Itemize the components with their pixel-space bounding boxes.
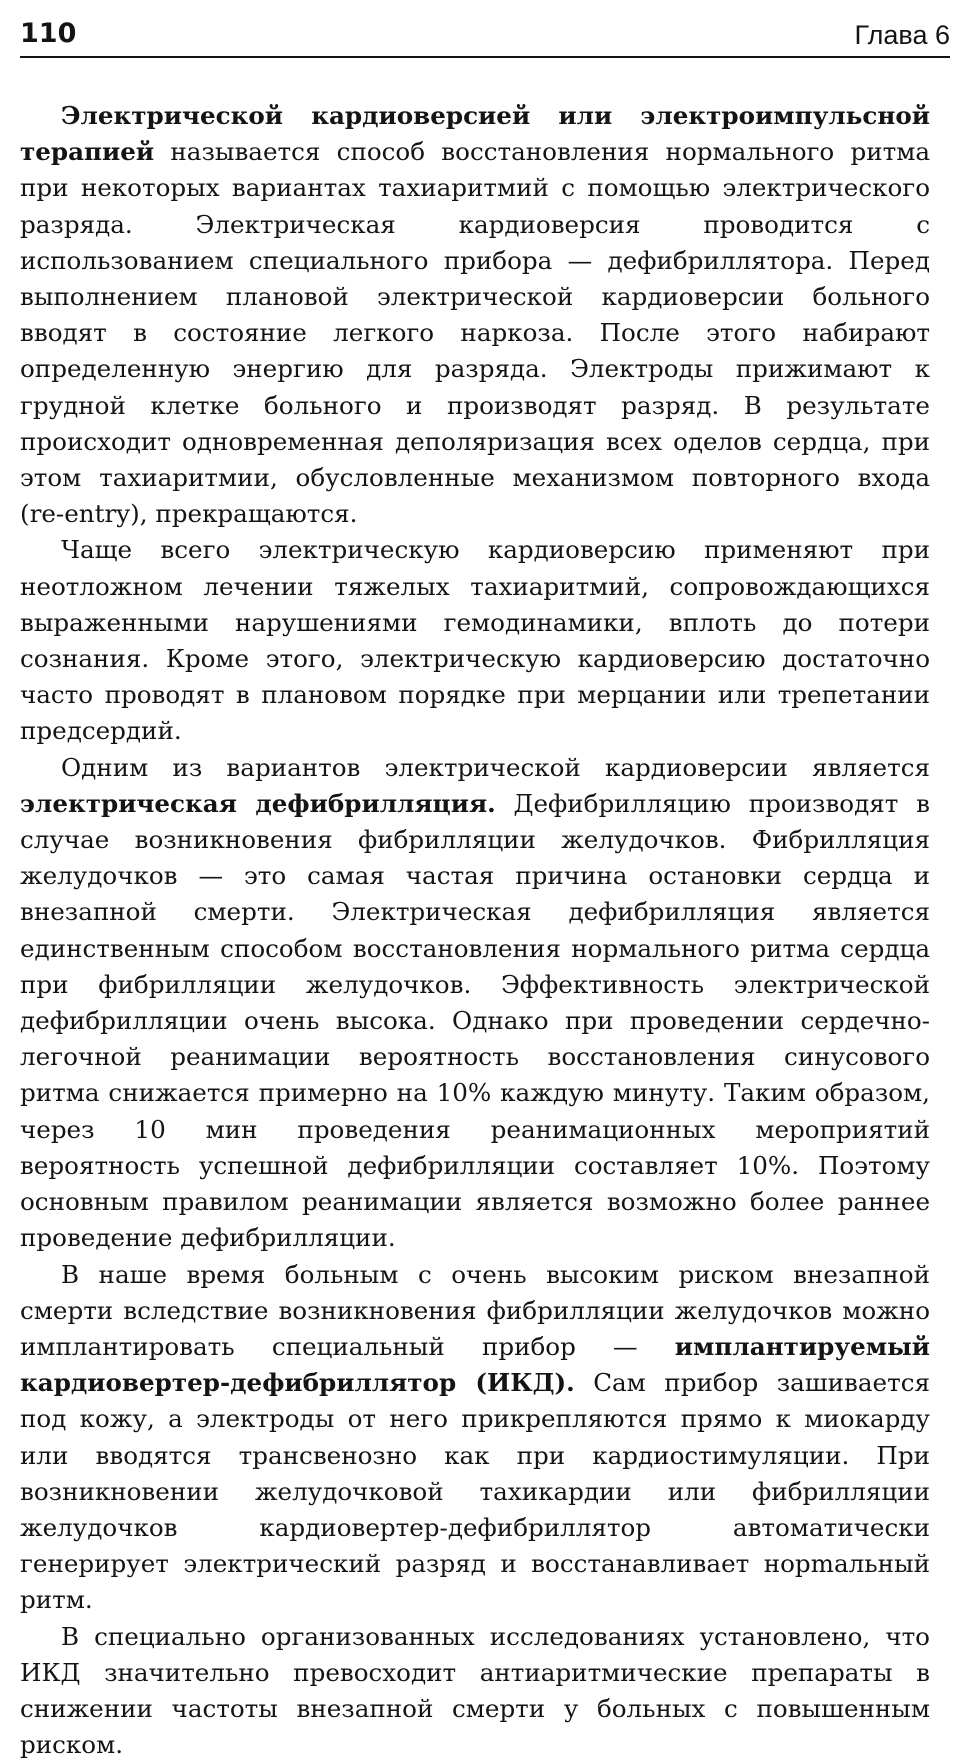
- paragraph-3-text-before: Одним из вариантов электрической кардиоверсии является: [61, 752, 930, 782]
- page-header: [20, 16, 950, 58]
- paragraph-4-text-before: В наше время больным с очень высоким риском внезапной смерти вследствие возникновения фибрилляции желудочков можно имплантировать специальный прибор —: [20, 1259, 930, 1361]
- paragraph-1: [20, 98, 930, 532]
- paragraph-1-text: называется способ восстановления нормального ритма при некоторых вариантах тахиаритмий с помощью электрического разряда. Электрическая кардиоверсия проводится с использованием специального прибора — дефибриллятора. Перед выполнением плановой электрической кардиоверсии больного вводят в состояние легкого наркоза. После этого набирают определенную энергию для разряда. Электроды прижимают к грудной клетке больного и производят разряд. В результате происходит одновременная деполяризация всех оделов сердца, при этом тахиаритмии, обусловленные механизмом повторного входа (re-entry), прекращаются.: [20, 137, 930, 529]
- page-body: [20, 98, 930, 1763]
- paragraph-4-text-after: Сам прибор зашивается под кожу, а электроды от него прикрепляются прямо к миокарду или вводятся трансвенозно как при кардиостимуляции. При возникновении желудочковой тахикардии или фибрилляции желудочков кардиовертер-дефибриллятор автоматически генерирует электрический разряд и восстанавливает норmальный ритм.: [20, 1368, 930, 1615]
- paragraph-2: [20, 532, 930, 749]
- term-defibrillation: электрическая дефибрилляция.: [20, 788, 496, 818]
- paragraph-3-text-after: Дефибрилляцию производят в случае возникновения фибрилляции желудочков. Фибрилляция желудочков — это самая частая причина остановки сердца и внезапной смерти. Электрическая дефибрилляция является единственным способом восстановления нормального ритма сердца при фибрилляции желудочков. Эффективность электрической дефибрилляции очень высока. Однако при проведении сердечно-легочной реанимации вероятность восстановления синусового ритма снижается примерно на 10% каждую минуту. Таким образом, через 10 мин проведения реанимационных мероприятий вероятность успешной дефибрилляции составляет 10%. Поэтому основным правилом реанимации является возможно более раннее проведение дефибрилляции.: [20, 788, 930, 1253]
- paragraph-4: [20, 1257, 930, 1619]
- paragraph-5: [20, 1619, 930, 1763]
- page-number: 110: [20, 18, 77, 49]
- paragraph-5-text: В специально организованных исследованиях установлено, что ИКД значительно превосходит антиаритмические препараты в снижении частоты внезапной смерти у больных с повышенным риском.: [20, 1621, 930, 1760]
- chapter-title: Глава 6: [854, 20, 950, 50]
- paragraph-3: [20, 750, 930, 1257]
- term-icd: имплантируемый кардиовертер-дефибриллятор (ИКД).: [20, 1331, 930, 1398]
- term-cardioversion: Электрической кардиоверсией или электроимпульсной терапией: [20, 101, 930, 167]
- paragraph-2-text: Чаще всего электрическую кардиоверсию применяют при неотложном лечении тяжелых тахиаритмий, сопровождающихся выраженными нарушениями гемодинамики, вплоть до потери сознания. Кроме этого, электрическую кардиоверсию достаточно часто проводят в плановом порядке при мерцании или трепетании предсердий.: [20, 535, 930, 746]
